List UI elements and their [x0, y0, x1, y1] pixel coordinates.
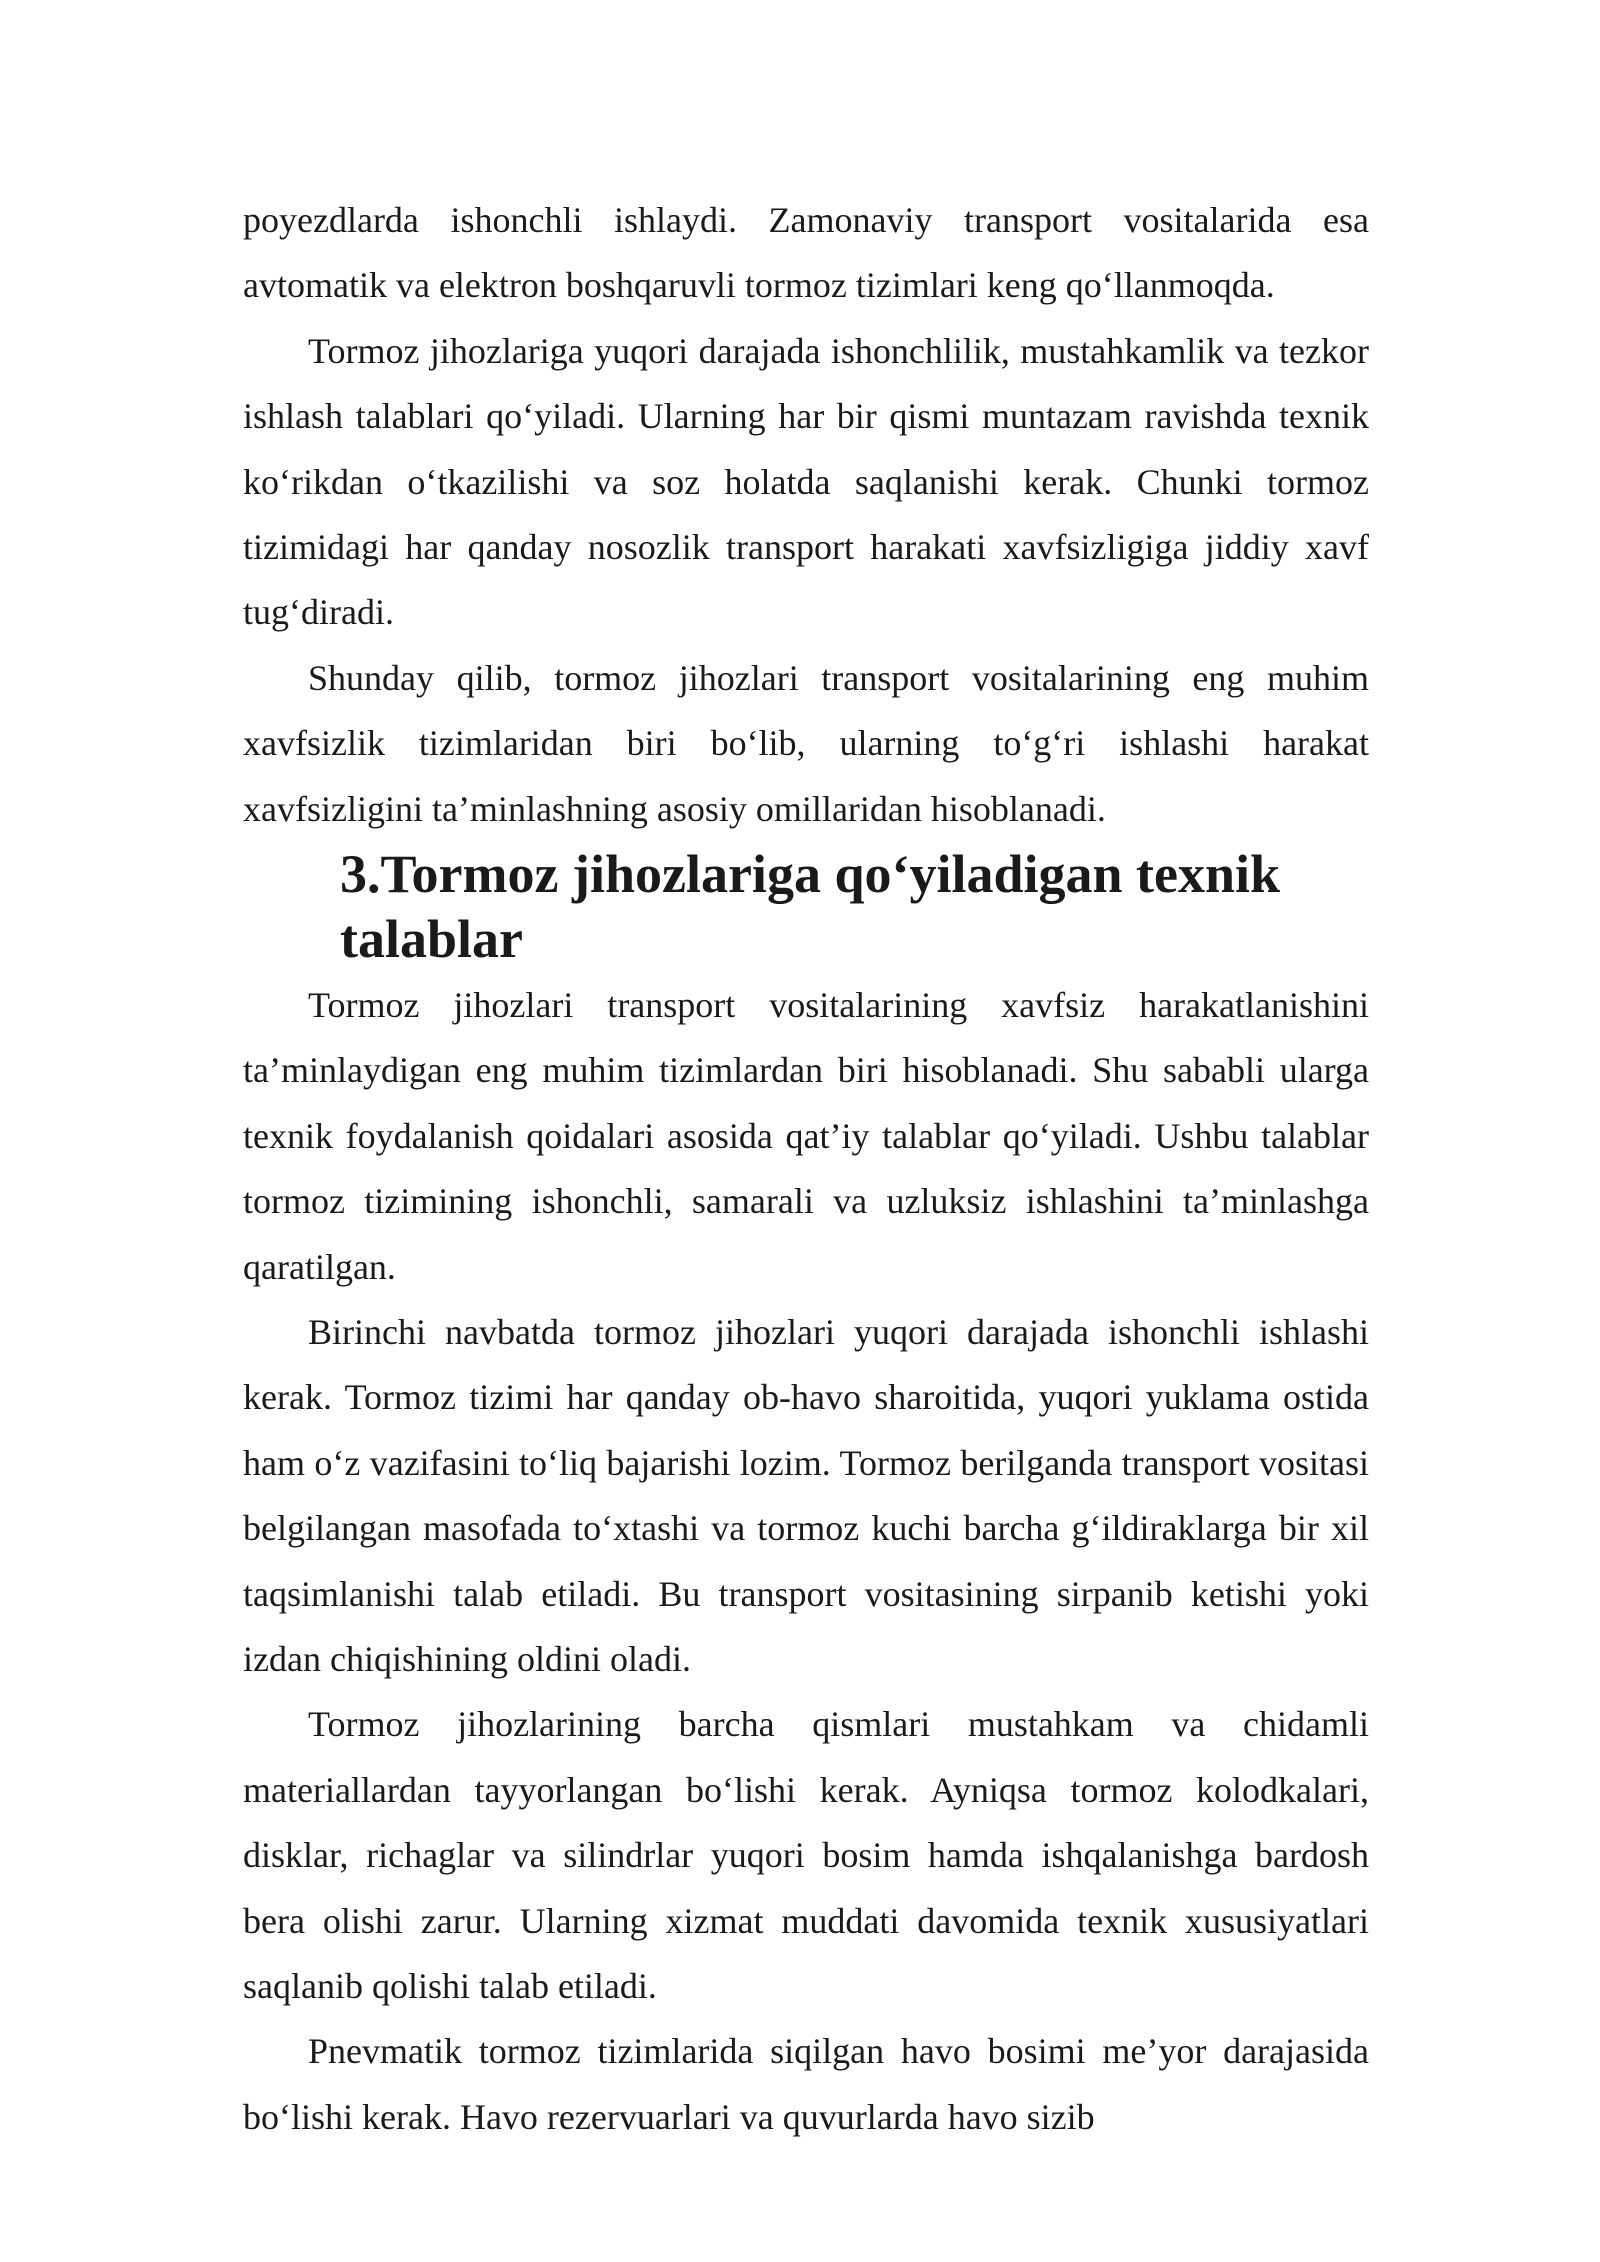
paragraph-technical-requirements: Tormoz jihozlari transport vositalarining xavfsiz harakatlanishini ta’minlaydigan eng muhim tizimlardan biri hisoblanadi. Shu sababli ularga texnik foydalanish qoidalari asosida qat’iy talablar qo‘yiladi. Ushbu talablar tormoz tizimining ishonchli, samarali va uzluksiz ishlashini ta’minlashga qaratilgan.: [243, 984, 1369, 1287]
paragraph-continuation: poyezdlarda ishonchli ishlaydi. Zamonaviy transport vositalarida esa avtomatik va elektron boshqaruvli tormoz tizimlari keng qo‘llanmoqda.: [243, 200, 1369, 306]
section-heading: 3.Tormoz jihozlariga qo‘yiladigan texnik talablar: [340, 844, 1281, 970]
paragraph-requirements-intro: Tormoz jihozlariga yuqori darajada ishonchlilik, mustahkamlik va tezkor ishlash talablari qo‘yiladi. Ularning har bir qismi muntazam ravishda texnik ko‘rikdan o‘tkazilishi va soz holatda saqlanishi kerak. Chunki tormoz tizimidagi har qanday nosozlik transport harakati xavfsizligiga jiddiy xavf tug‘diradi.: [243, 330, 1369, 633]
paragraph-materials: Tormoz jihozlarining barcha qismlari mustahkam va chidamli materiallardan tayyorlangan bo‘lishi kerak. Ayniqsa tormoz kolodkalari, disklar, richaglar va silindrlar yuqori bosim hamda ishqalanishga bardosh bera olishi zarur. Ularning xizmat muddati davomida texnik xususiyatlari saqlanib qolishi talab etiladi.: [243, 1704, 1369, 2006]
document-page: [243, 188, 1369, 2150]
paragraph-reliability: Birinchi navbatda tormoz jihozlari yuqori darajada ishonchli ishlashi kerak. Tormoz tizimi har qanday ob-havo sharoitida, yuqori yuklama ostida ham o‘z vazifasini to‘liq bajarishi lozim. Tormoz berilganda transport vositasi belgilangan masofada to‘xtashi va tormoz kuchi barcha g‘ildiraklarga bir xil taqsimlanishi talab etiladi. Bu transport vositasining sirpanib ketishi yoki izdan chiqishining oldini oladi.: [243, 1311, 1369, 1679]
paragraph-conclusion: Shunday qilib, tormoz jihozlari transport vositalarining eng muhim xavfsizlik tizimlaridan biri bo‘lib, ularning to‘g‘ri ishlashi harakat xavfsizligini ta’minlashning asosiy omillaridan hisoblanadi.: [243, 657, 1369, 829]
paragraph-pneumatic: Pnevmatik tormoz tizimlarida siqilgan havo bosimi me’yor darajasida bo‘lishi kerak. Havo rezervuarlari va quvurlarda havo sizib: [243, 2031, 1369, 2137]
